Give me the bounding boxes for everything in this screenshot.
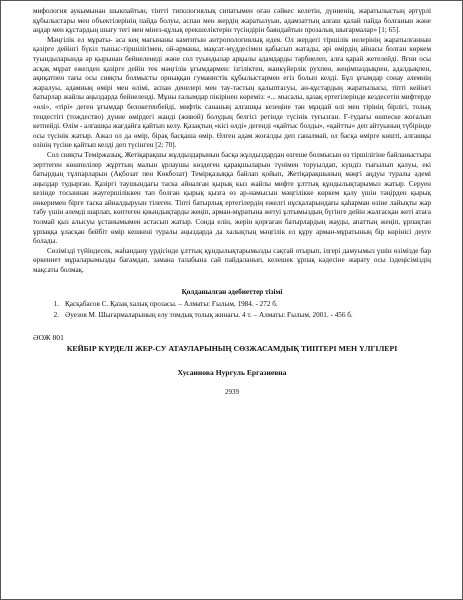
- reference-item: [33, 311, 431, 321]
- paragraph-constellations: Сол сияқты Теміржазық, Жетіқарақшы жұлдыздарынын басқа жұлдыздардан өзгеше болмысын өз тіршілігіне байланыстыра зерттеген көшпелілер жұрттың малын ұрлаушы көздеген қарақшыларын түнімен торуылдап, күндіз тығылып қалуы, екі батырдың тұлпарларын (Ақбозат пен Көкбозат) Темірқазыққа байлап қойып, Жетіқарақшының мәңгі аңдуы туралы әдемі аңыздар тудырған. Қазіргі таушындағы таска айналған қырық кыз жайлы мифте ұлттық құндылықтарымыз жатыр. Серуен кезінде тосыннан жаугершіліккен тап болған қырық қызға өз ар-намысын мәңгілікке көркем қалу үшін тәңірден қырық нөкеримен бірге таска айналдыруын тілеген. Тіпті батырлық ертегілердің ежелгі нұсқаларындағы қаһарман өзіне лайықты жар табу үшін әлемді шарлап, көптеген қиындықтарды жеңіп, арман-мұратына жетуі ұлтымыздың бүгінге дейін жалғасқан жеті атаға толмай қыз алысуы ұстанымымен астасып жатыр. Сонда елін, жерін қорғаған батырлардың жауды, апаттың жеңіп, ұрпақтан ұрпаққа ұласқан бейбіт өмір кешкені туралы аңыздарда да халықтың мәңгілік ел құру арман-мұратының бір көрінісі деуге болады.: [33, 150, 431, 246]
- references-title: Қолданылған әдебиеттер тізімі: [181, 287, 283, 296]
- paragraph-intro: мифология аукымынан шыкпайтын, тінтті типологиялық сипатымен оған сәйкес келетін, дүниенің, жаратылыстың әртүрлі құбылыстары мен объектілерінің пайда болуы, аспан мен жердің жаратылуын, адамзаттың алғаш қалай пайда болғанын және аңдар мен құстардың шығу тегі мен мінез-құлық ерекшеліктерін түсіндірін баяндайтын прозалық шығармалар» [1; 65].: [33, 7, 431, 35]
- udc-code: ӘОЖ 801: [33, 333, 64, 343]
- page-number: 2939: [225, 387, 239, 396]
- references-list: [33, 300, 431, 320]
- reference-text: Әуезов М. Шығармаларының елу томдық толық жинағы. 4 т. – Алматы: Ғылым, 2001. - 456 б.: [65, 310, 353, 319]
- reference-item: [33, 300, 431, 310]
- reference-number: 2.: [53, 310, 59, 319]
- article-author: Хусаинова Нургуль Ергазиевна: [177, 368, 287, 377]
- reference-number: 1.: [53, 300, 59, 309]
- paragraph-conclusion: Сөзімізді түйіндесек, жаһандану үрдісінде ұлттық құндылықтарымызды сақтай отырып, ілгері дамуымыз үшін өзіміздe бар өркениет мұраларымызды бағамдап, заманa талабына сай пайдаланып, келешек ұрпақ кәдесіне жарату осы іздеңісіміздің мақсаты болмақ.: [33, 246, 431, 275]
- page-content: [33, 7, 431, 397]
- paragraph-eternal-nation: Мәңгілік ел мұраты- аса кең мағынаны камтитын антропологиялық идея. Ол жердегі тіршілік иелерінің жаратылғаннан қазірге дейінгі бүкіл тыныс-тіршілігімен, ой-арманы, мақсат-мүддесімен қабысып жатады, әрі өмірдің айнасы болған көркем туындыларында әр қырынан бейнеленеді және сол туындылар арқылы адамдарды тәрбиелеп, алға қарай жетелейді. Яғни осы асқақ мұрат ежелден қазірге дейін тек мәңгілік ұғымдармен: ізгіліктен, жанкүйерлік рухпен, жеңімпаздықпен, адалдықпен, ақиқатпен тағы осы сияқты болмысты орныққан гуманистік құбылыстармен егіз болып келді. Бұл ұғымдар сонау әлемнің жаралуы, адамның өмірі мен өлімі, аспан денелері мен тау-тастың қалыптасуы, ан-құстардың жаратылысы, тіпті кейінгі батырлар жайлы аңыздарда бейнеленді. Мұны ғалымдар пікірінен көреміз: «... мысалы, қазақ ертегілерінде кездесетін мифтерде «өлі», «тірі» деген ұғымдар белокетенбейді, мифтік сананың алғашқы кезеңіне тән мұндай өлі мен тірінің бірлігі, толық тендестігі (тождество) дүние өмірдегі жанді (живой) болудың белгісі ретінде түсінік туғызған. Ғ-тудағы өшпеске жоғалып кетпейді. Өлім - алғашқы жағдайға қайтып келу. Қазақтың «кісі өлді» дегенді «қайтыс болды», «қайтты» деп айтуының түбірінде осы түсінік жатыр. Ажал ол да өмір, бірақ басқаша өмір. Өлген адам жоғалды деп саналмай, ол басқа өмірге көшті, алғашқы өзінің түсіне қайтып келді деп түсінген [2; 70].: [33, 35, 431, 150]
- reference-text: Қасқабасов С. Қазақ халық прозасы. – Алматы: Ғылым, 1984. - 272 б.: [65, 300, 278, 309]
- article-title: КЕЙБІР КҮРДЕЛІ ЖЕР-СУ АТАУЛАРЫНЫҢ СӨЗЖАСАМДЫҚ ТИПТЕРІ МЕН ҮЛГІЛЕРІ: [66, 344, 398, 353]
